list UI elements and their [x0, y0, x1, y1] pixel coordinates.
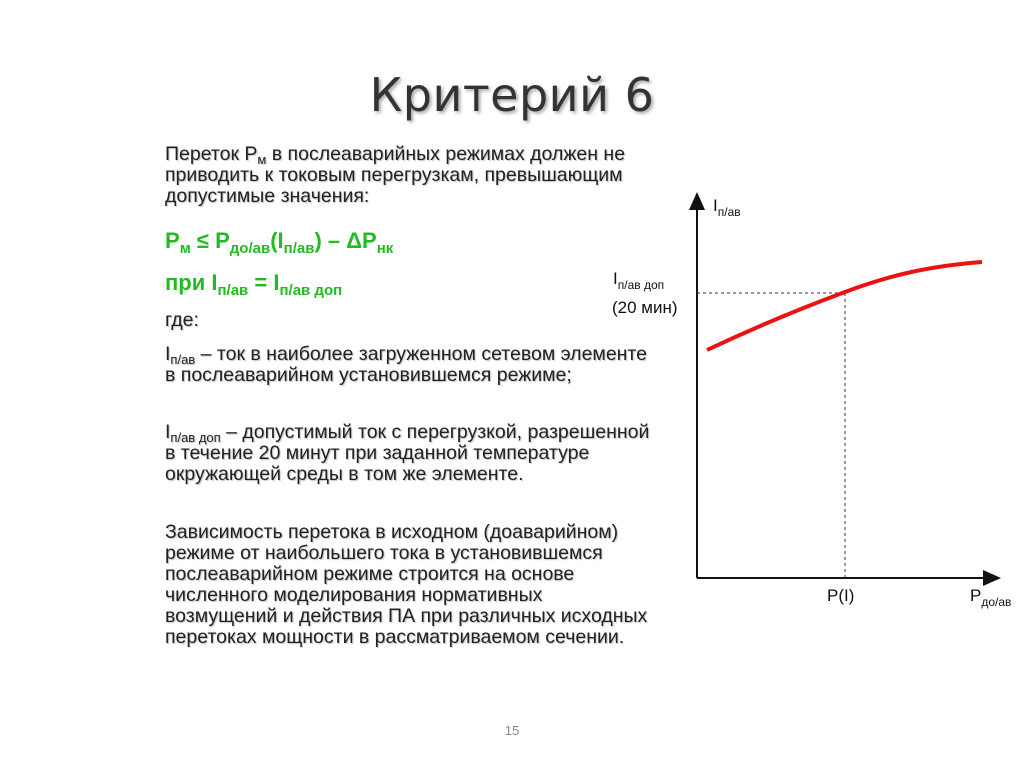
where-label: где:	[165, 309, 199, 331]
formula-main: $P_м \le P_{до/ав}(I_{п/ав}) - \Delta P_{нк}$	[165, 228, 394, 257]
slide-title: Критерий 6	[369, 68, 655, 122]
page-number: 15	[504, 723, 520, 738]
definition-allowed-current: $I_{п/ав доп}$ – допустимый ток с перегрузкой, разрешенной в течение 20 минут при заданной температуре окружающей среды в том же элементе.	[165, 421, 650, 485]
definition-current: $I_{п/ав}$ – ток в наиболее загруженном сетевом элементе в послеаварийном установившемся режиме;	[165, 343, 647, 386]
dependency-paragraph: Зависимость перетока в исходном (доаварийном) режиме от наибольшего тока в установившемся послеаварийном режиме строится на основе численного моделирования нормативных возмущений и действия ПА при различных исходных перетоках мощности в рассматриваемом сечении.	[165, 521, 648, 648]
allowed-level-label: $I_{п/ав доп}$	[613, 269, 665, 292]
allowed-level-note: (20 мин)	[612, 298, 678, 317]
x-axis-label: $P_{до/ав}$	[970, 586, 1012, 609]
intro-paragraph: Переток $P_м$ в послеаварийных режимах должен не приводить к токовым перегрузкам, превышающим допустимые значения:	[165, 143, 626, 207]
y-axis-label: $I_{п/ав}$	[713, 196, 741, 219]
x-mark-label: P(I)	[827, 586, 855, 605]
formula-condition: при $I_{п/ав} = I_{п/ав доп}$	[165, 270, 343, 299]
